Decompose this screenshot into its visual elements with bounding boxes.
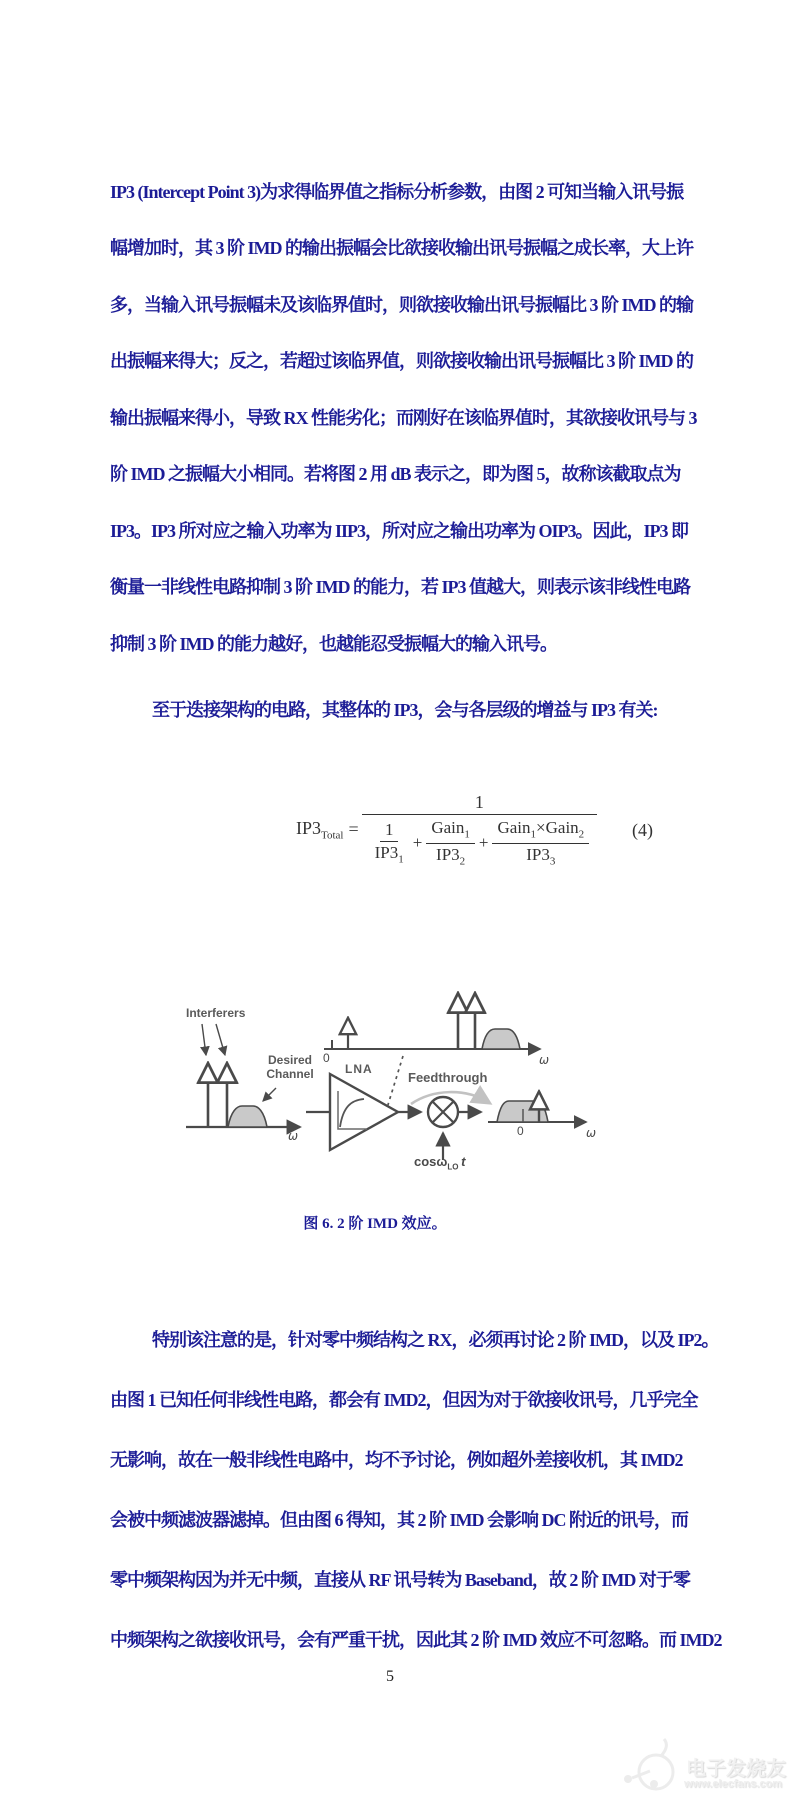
plus-sign: +: [478, 833, 489, 853]
equation-lhs: $IP3_{Total}$: [296, 817, 344, 842]
body-line: 至于迭接架构的电路，其整体的 IP3，会与各层级的增益与 IP3 有关:: [152, 700, 658, 720]
right-baseband-spectrum: [488, 1095, 586, 1122]
body-line: 抑制 3 阶 IMD 的能力越好，也越能忍受振幅大的输入讯号。: [110, 634, 557, 654]
term-3: Gain$_1$×Gain$_2$ $IP3_3$: [492, 818, 589, 868]
body-line: 会被中频滤波器滤掉。但由图 6 得知，其 2 阶 IMD 会影响 DC 附近的讯号，而: [110, 1510, 688, 1530]
body-line: 中频架构之欲接收讯号，会有严重干扰，因此其 2 阶 IMD 效应不可忽略。而 IMD2: [110, 1630, 722, 1650]
feedthrough-dashed-line: [387, 1056, 403, 1108]
plus-sign: +: [412, 833, 423, 853]
watermark-brand: 电子发烧友: [686, 1758, 786, 1780]
page-number: 5: [386, 1668, 394, 1685]
left-omega-axis-label: ω: [288, 1129, 299, 1143]
watermark: [598, 1738, 794, 1798]
fraction-denominator: [362, 814, 598, 868]
top-lna-output-spectrum: [324, 997, 540, 1049]
body-line: 出振幅来得大；反之，若超过该临界值，则欲接收输出讯号振幅比 3 阶 IMD 的: [110, 351, 693, 371]
equation-main-fraction: [362, 791, 598, 869]
term-1: 1 $IP3_1$: [374, 819, 404, 866]
term-2: Gain$_1$ $IP3_2$: [426, 818, 475, 868]
lna-amplifier: [306, 1074, 398, 1150]
equation-number: (4): [632, 820, 653, 840]
top-zero-label: 0: [323, 1051, 330, 1065]
body-line: 零中频架构因为并无中频，直接从 RF 讯号转为 Baseband，故 2 阶 IMD 对于零: [110, 1570, 690, 1590]
imd-diagram-art: [140, 960, 620, 1180]
body-line: 幅增加时，其 3 阶 IMD 的输出振幅会比欲接收输出讯号振幅之成长率，大上许: [110, 238, 693, 258]
figure-caption: 图 6. 2 阶 IMD 效应。: [303, 1216, 447, 1232]
body-line: 输出振幅来得小，导致 RX 性能劣化；而刚好在该临界值时，其欲接收讯号与 3: [110, 408, 697, 428]
imd-effect-figure: [140, 960, 620, 1180]
equals-sign: =: [348, 819, 359, 840]
body-line: 多，当输入讯号振幅未及该临界值时，则欲接收输出讯号振幅比 3 阶 IMD 的输: [110, 295, 693, 315]
body-line: 特别该注意的是，针对零中频结构之 RX，必须再讨论 2 阶 IMD，以及 IP2。: [152, 1330, 719, 1350]
body-line: IP3。IP3 所对应之输入功率为 IIP3，所对应之输出功率为 OIP3。因此，IP3 即: [110, 521, 689, 541]
body-line: 阶 IMD 之振幅大小相同。若将图 2 用 dB 表示之，即为图 5，故称该截取点为: [110, 464, 681, 484]
right-zero-label: 0: [517, 1124, 524, 1138]
body-line: 由图 1 已知任何非线性电路，都会有 IMD2，但因为对于欲接收讯号，几乎完全: [110, 1390, 698, 1410]
watermark-site: www.elecfans.com: [684, 1778, 783, 1790]
interferers-label: Interferers: [186, 1006, 246, 1020]
feedthrough-label: Feedthrough: [408, 1070, 488, 1085]
elecfans-logo-icon: [598, 1738, 684, 1798]
mixer: [398, 1097, 481, 1160]
lo-signal-label: cosω$_{LO}$ t: [414, 1154, 466, 1172]
body-line: IP3 (Intercept Point 3)为求得临界值之指标分析参数，由图 2 可知当输入讯号振: [110, 182, 684, 202]
body-line: 衡量一非线性电路抑制 3 阶 IMD 的能力，若 IP3 值越大，则表示该非线性电路: [110, 577, 690, 597]
lna-label: LNA: [345, 1062, 373, 1076]
body-line: 无影响，故在一般非线性电路中，均不予讨论，例如超外差接收机，其 IMD2: [110, 1450, 683, 1470]
top-omega-axis-label: ω: [539, 1053, 550, 1067]
desired-channel-label: Desired Channel: [266, 1053, 314, 1081]
equation-ip3-total: [296, 791, 597, 869]
fraction-numerator: 1: [474, 792, 484, 812]
right-omega-axis-label: ω: [586, 1126, 597, 1140]
